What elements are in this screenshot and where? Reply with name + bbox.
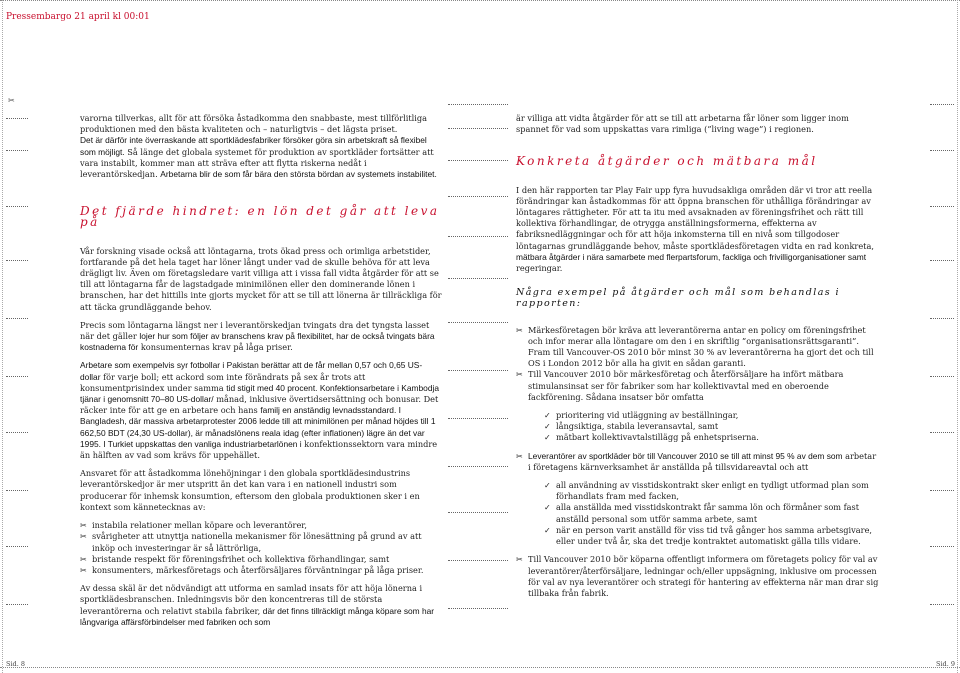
examples-list-2	[516, 451, 880, 473]
list-item: ✓ mätbart kollektivavtalstillägg på enhetspriserna.	[544, 432, 880, 443]
contract-check-list	[516, 480, 880, 547]
list-item: ✓ långsiktiga, stabila leveransavtal, samt	[544, 421, 880, 432]
measures-line-3: regeringar.	[516, 263, 563, 274]
measures-paragraph	[516, 185, 880, 275]
list-item: ✓ alla anställda med visstidskontrakt får samma lön och förmåner som fast anställd personal som utför samma arbete, samt	[544, 502, 880, 524]
examples-subheading: Några exempel på åtgärder och mål som behandlas i rapporten:	[516, 287, 840, 310]
wage-example-line-3: tid stigit med 40 procent. Konfektionsarbetare i Kambodja tjänar i genomsnitt 70–80 US-dollar/	[80, 382, 440, 405]
intro-text-4: Arbetarna blir de som får bära den största bördan av systemets instabilitet.	[160, 169, 437, 180]
joint-effort-paragraph	[80, 583, 442, 628]
price-pressure-paragraph	[80, 320, 442, 354]
list-item: ✂ Märkesföretagen bör kräva att leverantörerna antar en policy om föreningsfrihet och infor merar alla löntagare om den i en skriftlig ”organisationsrättsgaranti”. Fram till Vancouver-OS 2010 bör minst 30 % av leverantörerna ha gjort det och till OS i London 2012 bör alla ha givit en sådan garanti.	[516, 325, 880, 370]
left-column	[80, 113, 442, 635]
section-heading-concrete-measures: Konkreta åtgärder och mätbara mål	[516, 154, 818, 169]
wage-example-line-6: att minimilönen per månad höjdes till 1 662,50 BDT (24,30 US-dollar), är månadslönens reala	[80, 416, 436, 438]
wage-example-line-2: för varje boll; ett ackord som inte förändrats på sex år trots att konsumentprisindex under samma	[80, 371, 366, 393]
price-pressure-line-1: Precis som löntagarna längst ner i leverantörskedjan tvingats dra det tyngsta lasset när det gäller	[80, 319, 430, 342]
intro-paragraph	[80, 113, 442, 180]
list-item	[516, 451, 880, 473]
wage-example-line-4: månad, inklusive övertidsersättning och bonusar. Det räcker inte för att ge en arbetare och hans	[80, 394, 439, 416]
list-item: ✂ Till Vancouver 2010 bör köparna offentligt informera om företagets policy för val av leverantörer/återförsäljare, ledningar och/eller uppsägning, inklusive om processen för val av nya leverantörer och strategi för hantering av effekterna när man drar sig tillbaka från fabrik.	[516, 554, 880, 599]
right-column	[516, 113, 880, 606]
intro-text-2: Det är därför inte överraskande att sportklädesfabriker försöker göra sin arbetskraft så flexibel som möjligt.	[80, 135, 427, 157]
page-number-right: Sid. 9	[936, 660, 955, 668]
list-item: ✂ konsumenters, märkesföretags och återförsäljares förväntningar på låga priser.	[80, 565, 442, 576]
context-bullet-list	[80, 520, 442, 576]
wage-example-line-7: idag (efter inflationen) lägre än det var 1995. I Turkiet uppskattas den vanliga industriarbetarlönen i	[80, 427, 425, 449]
joint-effort-line-2: där det finns tillräckligt många köpare som har långvariga affärsförbindelser med fabriken och som	[80, 605, 435, 627]
intro-text-3: Så länge det globala systemet för produktion av sportkläder fortsätter att vara instabilt, kommer man att sträva efter att flytta riskerna nedåt i leverantörskedjan.	[80, 146, 434, 180]
measures-line-1: I den här rapporten tar Play Fair upp fyra huvudsakliga områden där vi tror att reella förändringar kan åstadkommas för att öppna branschen för uthålliga förändringar av löntagares rättigheter. För att ta itu med avsaknaden av föreningsfrihet och rätt till kollektiva förhandlingar, de otrygga anställningsformerna, effekterna av fabriksnedläggningar och för att höja inkomsterna till en nivå som tillgodoser löntagarnas grundläggande behov, måste sportklädesföretagen vidta en rad konkreta,	[516, 184, 874, 251]
joint-effort-line-1: Av dessa skäl är det nödvändigt att utforma en samlad insats för att höja lönerna i sportklädesbranschen. Inledningsvis bör den koncentreras till de största leverantörerna och relativt stabila fabriker,	[80, 583, 423, 616]
living-wage-paragraph: Vår forskning visade också att löntagarna, trots ökad press och orimliga arbetstider, fortfarande på det hela taget har löner långt under vad de skulle behöva för att leva drägligt liv. Även om företagsledare varit villiga att i vissa fall vidta åtgärder för att se till att löntagarna får de lagstadgade minimilönen eller den dominerande lönen i branschen, har det hittills inte gjorts mycket för att se till att lönerna är tillräckliga för att täcka grundläggande behov.	[80, 245, 442, 312]
list-item: ✓ all användning av visstidskontrakt sker enligt en tydligt utformad plan som förhandlats fram med facken,	[544, 480, 880, 502]
wage-example-line-5: familj en anständig levnadsstandard. I Bangladesh, där massiva arbetarprotester 2006 ledde till	[80, 405, 401, 427]
top-dotted-border	[0, 0, 960, 4]
list-item: ✓ prioritering vid utläggning av beställningar,	[544, 410, 880, 421]
list-item: ✂ Till Vancouver 2010 bör märkesföretag och återförsäljare ha infört mätbara stimulansinsat ser för fabriker som har kollektivavtal med en oberoende fackförening. Sådana insatser bör omfatta	[516, 369, 880, 403]
measures-line-2: mätbara åtgärder i nära samarbete med flerpartsforum, fackliga och frivilligorganisationer samt	[516, 251, 867, 262]
embargo-notice: Pressembargo 21 april kl 00:01	[6, 12, 150, 22]
price-pressure-line-2: lojer hur som följer av branschens krav på flexibilitet, har de också tvingats bära kostnaderna för	[80, 331, 435, 353]
supplier-line-2: arbetar i företagens kärnverksamhet är anställda på tillsvidareavtal och att	[528, 450, 877, 472]
examples-list-1	[516, 325, 880, 403]
responsibility-paragraph: Ansvaret för att åstadkomma lönehöjningar i den globala sportklädesindustrins leverantörskedjor är mer utspritt än det kan vara i en nationell industri som producerar för inhemsk konsumtion, eftersom den globala produktionen sker i en kontext som kännetecknas av:	[80, 468, 420, 512]
list-item: ✂ bristande respekt för föreningsfrihet och kollektiva förhandlingar, samt	[80, 554, 442, 565]
examples-list-3	[516, 554, 880, 599]
bottom-dotted-border	[0, 667, 960, 668]
right-dotted-border	[957, 0, 958, 673]
list-item: ✂ svårigheter att utnyttja nationella mekanismer för lönesättning på grund av att inköp och investeringar är så lättrörliga,	[80, 531, 442, 553]
wage-examples-paragraph	[80, 360, 442, 461]
supplier-line-1: Leverantörer av sportkläder bör till Vancouver 2010 se till att minst 95 % av dem som	[528, 450, 843, 461]
right-intro-paragraph: är villiga att vidta åtgärder för att se till att arbetarna får löner som ligger inom spannet för vad som uppskattas vara rimliga (”living wage”) i regionen.	[516, 113, 849, 135]
section-heading-fourth-barrier: Det fjärde hindret: en lön det går att leva på	[80, 204, 440, 230]
scissors-corner-icon: ✂	[8, 96, 15, 105]
wage-example-line-8: konfektionssektorn vara mindre än hälften av vad som krävs för uppehället.	[80, 438, 438, 461]
list-item: ✓ när en person varit anställd för viss tid två gånger hos samma arbetsgivare, eller under två år, ska det tredje kontraktet automatiskt gälla tills vidare.	[544, 525, 880, 547]
incentive-check-list	[516, 410, 880, 444]
page-number-left: Sid. 8	[6, 660, 25, 668]
price-pressure-line-3: konsumenternas krav på låga priser.	[140, 342, 293, 353]
wage-example-line-1: Arbetare som exempelvis syr fotbollar i Pakistan berättar att de får mellan 0,57 och 0,65 US-dollar	[80, 360, 423, 382]
intro-text-1: varorna tillverkas, allt för att försöka åstadkomma den snabbaste, mest tillförlitliga produktionen med den bästa kvaliteten och – naturligtvis – det lägsta priset.	[80, 113, 428, 135]
left-dotted-border	[2, 0, 3, 673]
list-item: ✂ instabila relationer mellan köpare och leverantörer,	[80, 520, 442, 531]
